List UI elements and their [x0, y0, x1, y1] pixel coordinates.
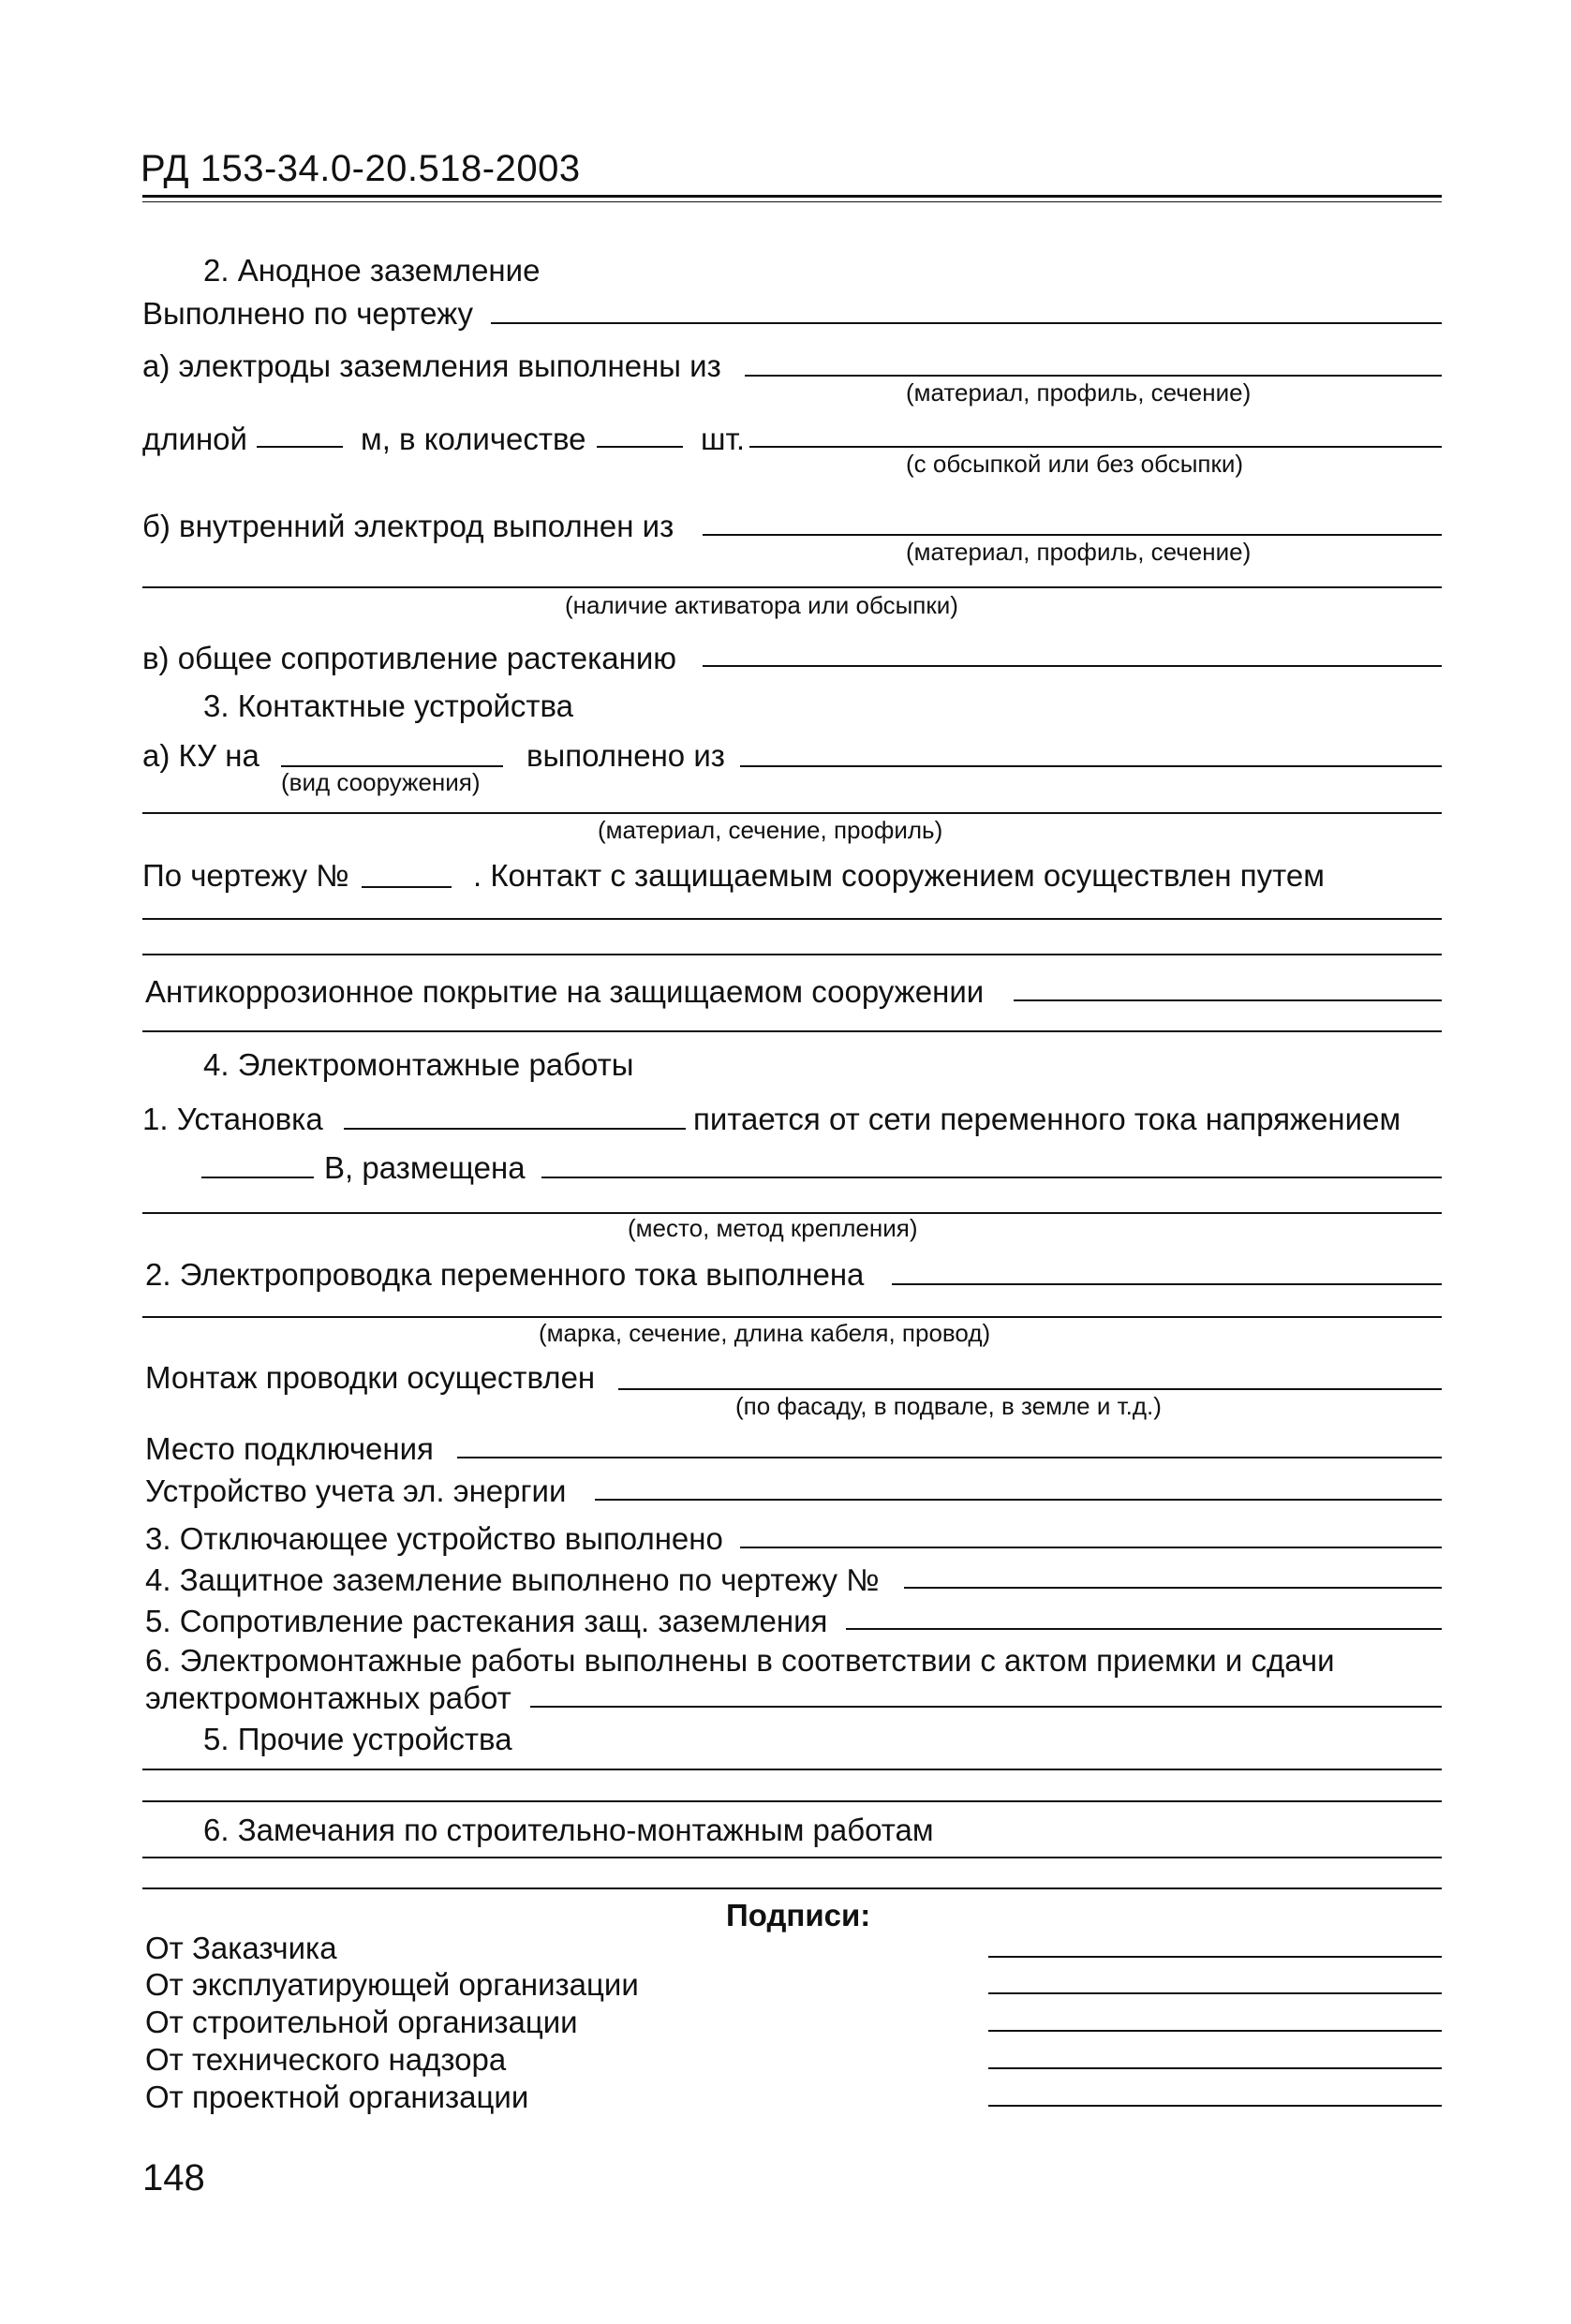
structure-type-caption: (вид сооружения): [281, 768, 481, 796]
signature-supervision-label: От технического надзора: [145, 2042, 507, 2077]
electrodes-material-field[interactable]: [745, 375, 1442, 377]
header-rule-thin: [142, 201, 1442, 202]
placement-caption: (место, метод крепления): [628, 1214, 918, 1242]
signature-builder-label: От строительной организации: [145, 2005, 578, 2039]
pieces-label: шт.: [701, 422, 746, 456]
fill-type-field[interactable]: [749, 446, 1442, 448]
fill-type-caption: (с обсыпкой или без обсыпки): [906, 450, 1244, 478]
activator-caption: (наличие активатора или обсыпки): [565, 591, 958, 619]
drawing-number-label: По чертежу №: [142, 858, 349, 893]
contact-material-caption: (материал, сечение, профиль): [598, 816, 943, 844]
switch-device-label: 3. Отключающее устройство выполнено: [145, 1521, 723, 1556]
installation-field[interactable]: [344, 1128, 686, 1130]
energy-meter-field[interactable]: [595, 1499, 1442, 1501]
protective-grounding-field[interactable]: [904, 1587, 1442, 1589]
mounting-caption: (по фасаду, в подвале, в земле и т.д.): [735, 1392, 1162, 1420]
signature-customer-label: От Заказчика: [145, 1931, 337, 1965]
inner-electrode-label: б) внутренний электрод выполнен из: [142, 509, 674, 543]
contact-device-label: а) КУ на: [142, 738, 259, 773]
coating-field-2[interactable]: [142, 1030, 1442, 1032]
length-label: длиной: [142, 422, 247, 456]
signature-design-label: От проектной организации: [145, 2080, 529, 2114]
made-of-label: выполнено из: [526, 738, 725, 773]
activator-field[interactable]: [142, 586, 1442, 588]
section-5-title: 5. Прочие устройства: [203, 1722, 512, 1756]
wiring-field-2[interactable]: [142, 1316, 1442, 1318]
drawing-field[interactable]: [491, 322, 1442, 324]
connection-point-field[interactable]: [457, 1457, 1442, 1458]
voltage-source-label: питается от сети переменного тока напряжением: [693, 1102, 1401, 1136]
energy-meter-label: Устройство учета эл. энергии: [145, 1473, 567, 1508]
structure-type-field[interactable]: [281, 765, 503, 767]
wiring-field[interactable]: [892, 1283, 1442, 1285]
connection-point-label: Место подключения: [145, 1431, 434, 1466]
signature-operator-field[interactable]: [988, 1992, 1442, 1994]
inner-electrode-field[interactable]: [703, 534, 1442, 536]
signature-operator-label: От эксплуатирующей организации: [145, 1967, 639, 2002]
section-6-title: 6. Замечания по строительно-монтажным работам: [203, 1813, 934, 1847]
contact-method-field-1[interactable]: [142, 918, 1442, 920]
signature-builder-field[interactable]: [988, 2030, 1442, 2032]
other-devices-field-1[interactable]: [142, 1769, 1442, 1770]
electrical-works-label-2: электромонтажных работ: [145, 1680, 511, 1715]
section-4-title: 4. Электромонтажные работы: [203, 1047, 634, 1082]
wiring-label: 2. Электропроводка переменного тока выполнена: [145, 1257, 865, 1292]
quantity-label: м, в количестве: [361, 422, 586, 456]
section-3-title: 3. Контактные устройства: [203, 688, 573, 723]
switch-device-field[interactable]: [740, 1547, 1442, 1548]
resistance-label: в) общее сопротивление растеканию: [142, 641, 677, 675]
drawing-number-field[interactable]: [362, 886, 452, 888]
remarks-field-2[interactable]: [142, 1887, 1442, 1889]
header-rule-thick: [142, 195, 1442, 198]
signature-customer-field[interactable]: [988, 1956, 1442, 1958]
contact-method-label: . Контакт с защищаемым сооружением осуществлен путем: [473, 858, 1325, 893]
mounting-field[interactable]: [618, 1388, 1442, 1390]
inner-electrode-caption: (материал, профиль, сечение): [906, 538, 1252, 566]
document-code: РД 153-34.0-20.518-2003: [141, 148, 581, 189]
coating-field[interactable]: [1014, 999, 1442, 1001]
quantity-field[interactable]: [597, 446, 683, 448]
signatures-title: Подписи:: [726, 1898, 871, 1932]
remarks-field-1[interactable]: [142, 1857, 1442, 1858]
other-devices-field-2[interactable]: [142, 1800, 1442, 1802]
electrical-works-field[interactable]: [530, 1706, 1442, 1708]
placement-field[interactable]: [541, 1177, 1442, 1178]
signature-supervision-field[interactable]: [988, 2067, 1442, 2069]
installation-label: 1. Установка: [142, 1102, 323, 1136]
grounding-resistance-label: 5. Сопротивление растекания защ. заземления: [145, 1604, 828, 1638]
mounting-label: Монтаж проводки осуществлен: [145, 1360, 596, 1395]
section-2-title: 2. Анодное заземление: [203, 253, 541, 288]
placed-label: В, размещена: [324, 1150, 526, 1185]
electrical-works-label: 6. Электромонтажные работы выполнены в соответствии с актом приемки и сдачи: [145, 1643, 1335, 1678]
coating-label: Антикоррозионное покрытие на защищаемом сооружении: [145, 974, 985, 1009]
contact-method-field-2[interactable]: [142, 954, 1442, 955]
signature-design-field[interactable]: [988, 2105, 1442, 2107]
page-number: 148: [142, 2157, 205, 2198]
protective-grounding-label: 4. Защитное заземление выполнено по чертежу №: [145, 1562, 880, 1597]
voltage-field[interactable]: [201, 1177, 314, 1178]
cable-caption: (марка, сечение, длина кабеля, провод): [539, 1319, 991, 1347]
contact-material-field[interactable]: [740, 765, 1442, 767]
electrodes-label: а) электроды заземления выполнены из: [142, 348, 721, 383]
grounding-resistance-field[interactable]: [846, 1628, 1442, 1630]
length-field[interactable]: [257, 446, 343, 448]
electrodes-material-caption: (материал, профиль, сечение): [906, 378, 1252, 407]
resistance-field[interactable]: [703, 665, 1442, 667]
contact-material-field-2[interactable]: [142, 812, 1442, 814]
drawing-label: Выполнено по чертежу: [142, 296, 474, 331]
